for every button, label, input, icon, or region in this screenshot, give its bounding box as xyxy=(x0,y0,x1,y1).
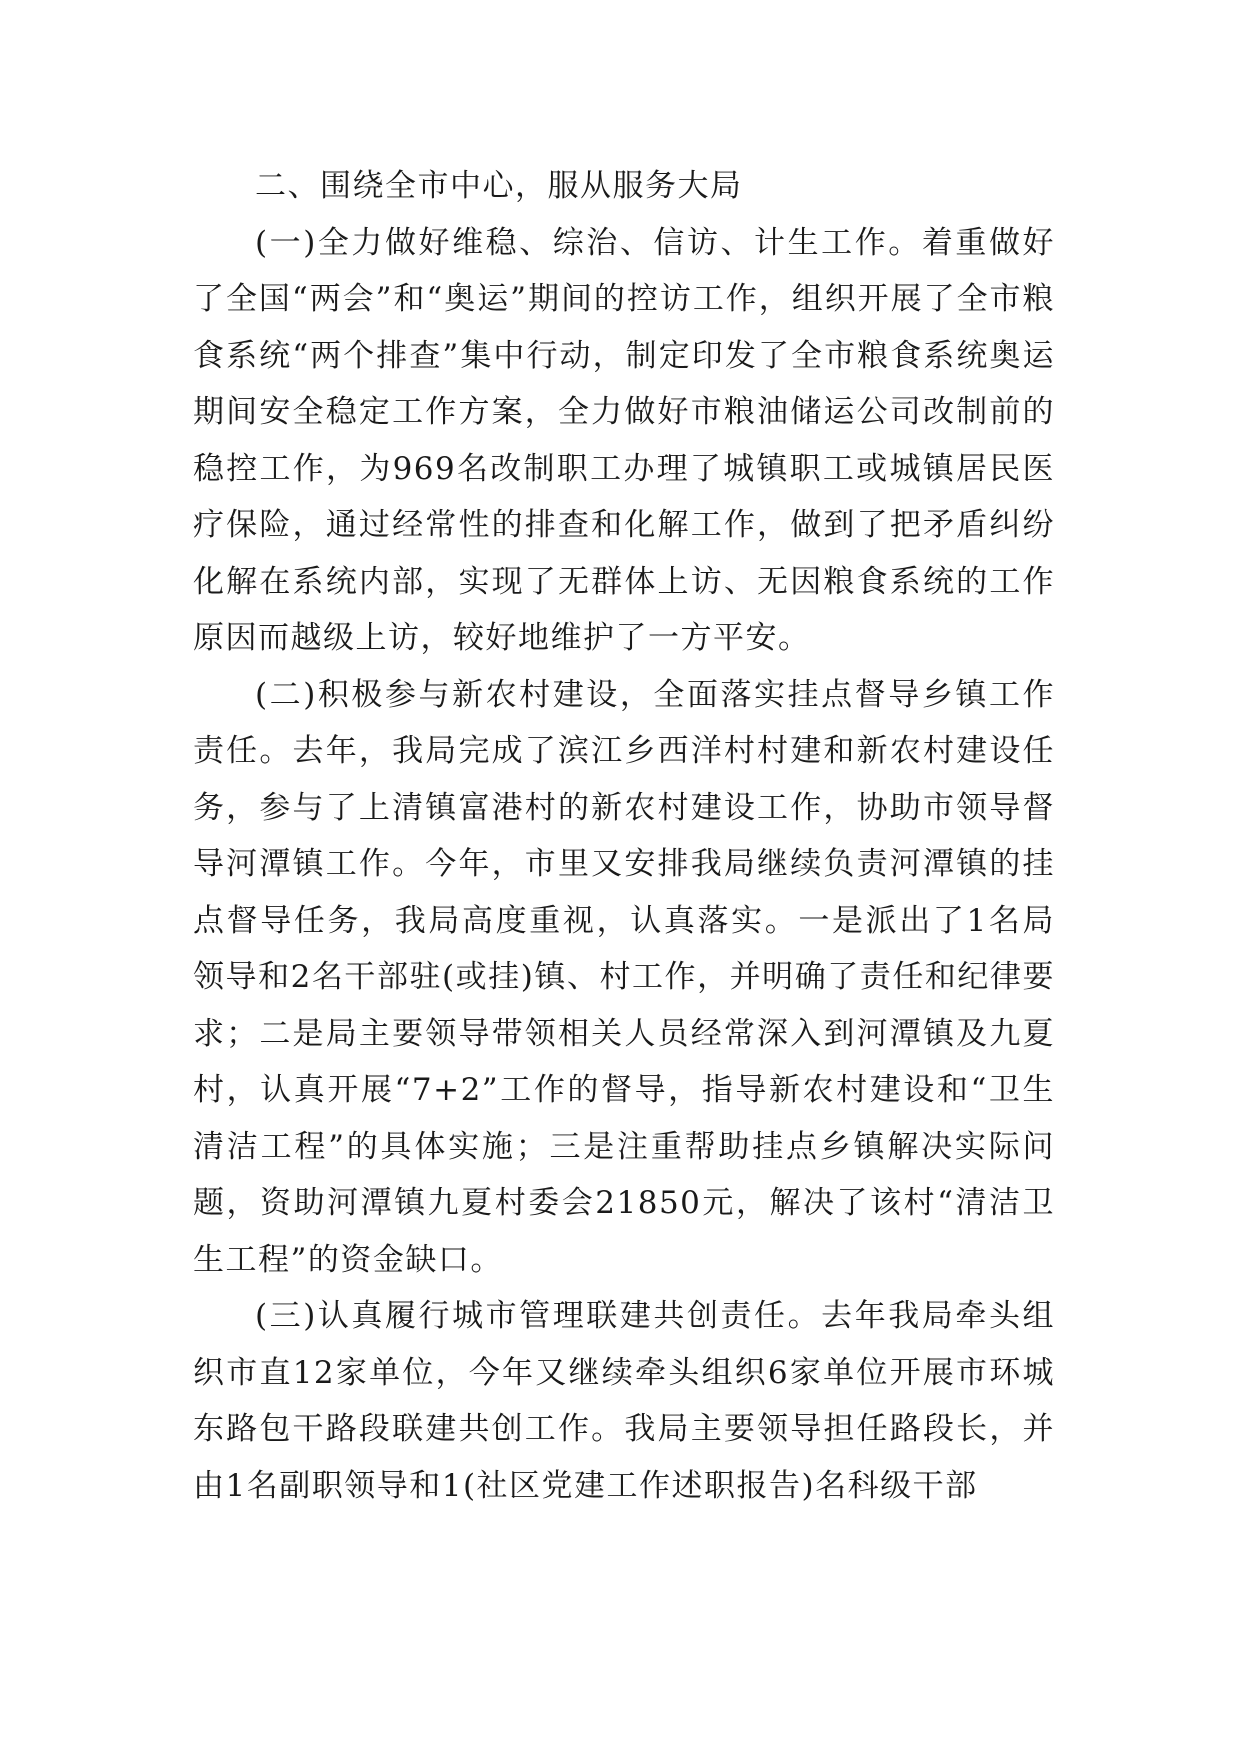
paragraph-1: (一)全力做好维稳、综治、信访、计生工作。着重做好了全国“两会”和“奥运”期间的控访工作，组织开展了全市粮食系统“两个排查”集中行动，制定印发了全市粮食系统奥运期间安全稳定工作方案，全力做好市粮油储运公司改制前的稳控工作，为969名改制职工办理了城镇职工或城镇居民医疗保险，通过经常性的排查和化解工作，做到了把矛盾纠纷化解在系统内部，实现了无群体上访、无因粮食系统的工作原因而越级上访，较好地维护了一方平安。 xyxy=(193,224,1055,656)
document-body xyxy=(193,158,1055,1514)
section-heading: 二、围绕全市中心，服从服务大局 xyxy=(255,168,743,204)
paragraph-3: (三)认真履行城市管理联建共创责任。去年我局牵头组织市直12家单位，今年又继续牵头组织6家单位开展市环城东路包干路段联建共创工作。我局主要领导担任路段长，并由1名副职领导和1(社区党建工作述职报告)名科级干部 xyxy=(193,1298,1055,1504)
paragraph-2: (二)积极参与新农村建设，全面落实挂点督导乡镇工作责任。去年，我局完成了滨江乡西洋村村建和新农村建设任务，参与了上清镇富港村的新农村建设工作，协助市领导督导河潭镇工作。今年，市里又安排我局继续负责河潭镇的挂点督导任务，我局高度重视，认真落实。一是派出了1名局领导和2名干部驻(或挂)镇、村工作，并明确了责任和纪律要求；二是局主要领导带领相关人员经常深入到河潭镇及九夏村，认真开展“7+2”工作的督导，指导新农村建设和“卫生清洁工程”的具体实施；三是注重帮助挂点乡镇解决实际问题，资助河潭镇九夏村委会21850元，解决了该村“清洁卫生工程”的资金缺口。 xyxy=(193,676,1055,1278)
